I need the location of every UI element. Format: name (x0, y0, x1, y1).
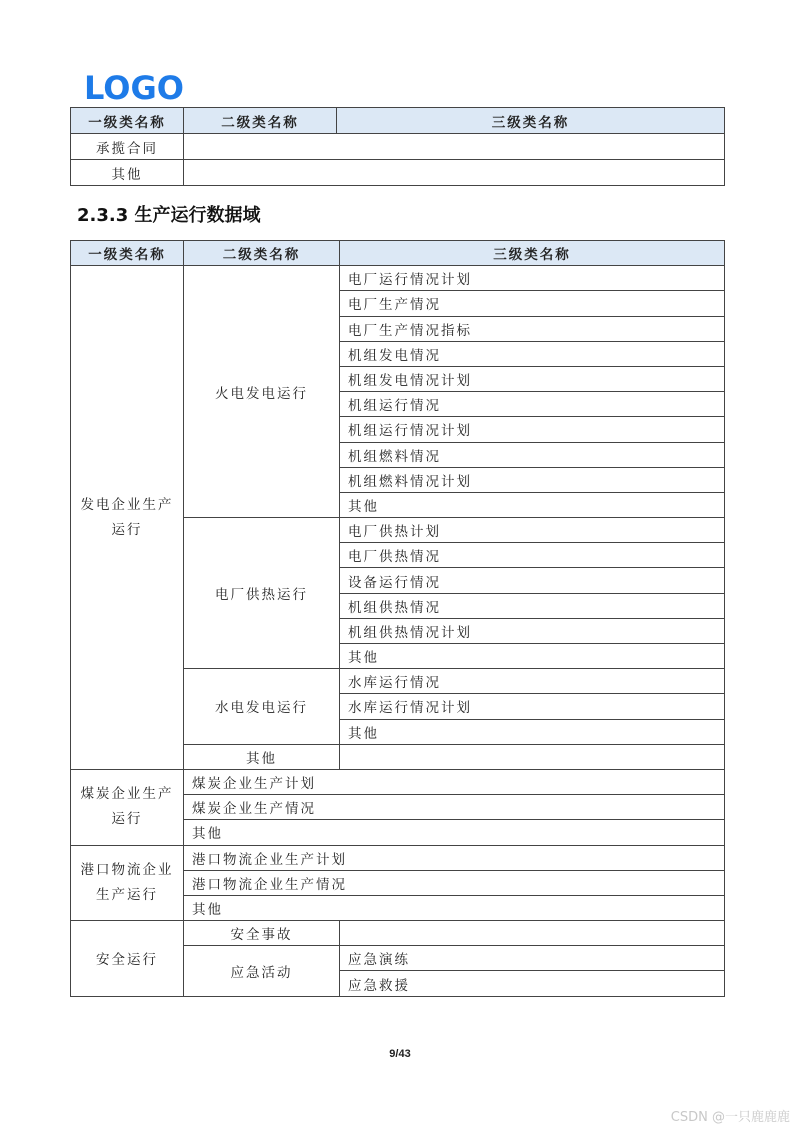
level2-cell: 其他 (184, 895, 725, 920)
table-row (71, 845, 725, 870)
level2-cell: 其他 (184, 820, 725, 845)
level3-cell: 机组发电情况计划 (340, 366, 725, 391)
level3-cell: 设备运行情况 (340, 568, 725, 593)
table-production-operation (70, 240, 725, 997)
level3-cell: 应急救援 (340, 971, 725, 996)
table-row (71, 266, 725, 291)
level2-cell: 煤炭企业生产计划 (184, 769, 725, 794)
level3-cell: 其他 (340, 719, 725, 744)
level2-cell: 煤炭企业生产情况 (184, 795, 725, 820)
level3-cell: 其他 (340, 644, 725, 669)
page-number: 9/43 (389, 1048, 411, 1060)
level2-cell: 港口物流企业生产计划 (184, 845, 725, 870)
level3-cell: 机组运行情况计划 (340, 417, 725, 442)
table-row (71, 160, 725, 186)
logo-text: LOGO (84, 70, 184, 104)
level3-cell: 电厂供热情况 (340, 543, 725, 568)
level3-cell: 机组燃料情况计划 (340, 467, 725, 492)
empty-cell (184, 160, 725, 186)
header-level3: 三级类名称 (340, 241, 725, 266)
header-level1: 一级类名称 (71, 241, 184, 266)
level3-cell: 水库运行情况计划 (340, 694, 725, 719)
level3-cell: 机组运行情况 (340, 392, 725, 417)
level2-cell-accident: 安全事故 (184, 921, 340, 946)
empty-cell (340, 744, 725, 769)
level2-cell-hydro: 水电发电运行 (184, 669, 340, 745)
header-level2: 二级类名称 (184, 241, 340, 266)
level3-cell: 水库运行情况 (340, 669, 725, 694)
level3-cell: 电厂供热计划 (340, 518, 725, 543)
level1-cell: 承揽合同 (71, 134, 184, 160)
empty-cell (184, 134, 725, 160)
empty-cell (340, 921, 725, 946)
watermark: CSDN @一只鹿鹿鹿 (670, 1110, 790, 1125)
header-level1: 一级类名称 (71, 108, 184, 134)
table-row (71, 769, 725, 794)
level1-cell-safety: 安全运行 (71, 921, 184, 997)
table-continued (70, 107, 725, 186)
level3-cell: 应急演练 (340, 946, 725, 971)
level3-cell: 其他 (340, 492, 725, 517)
level1-cell: 其他 (71, 160, 184, 186)
level3-cell: 机组燃料情况 (340, 442, 725, 467)
level3-cell: 机组供热情况计划 (340, 618, 725, 643)
level2-cell-thermal: 火电发电运行 (184, 266, 340, 518)
level3-cell: 电厂生产情况 (340, 291, 725, 316)
header-level2: 二级类名称 (184, 108, 337, 134)
level1-cell-port: 港口物流企业生产运行 (71, 845, 184, 921)
level3-cell: 电厂生产情况指标 (340, 316, 725, 341)
section-title: 2.3.3 生产运行数据域 (77, 205, 261, 226)
level2-cell-other: 其他 (184, 744, 340, 769)
logo (84, 70, 186, 104)
level3-cell: 机组供热情况 (340, 593, 725, 618)
level2-cell: 港口物流企业生产情况 (184, 870, 725, 895)
header-level3: 三级类名称 (337, 108, 725, 134)
level3-cell: 机组发电情况 (340, 341, 725, 366)
level1-cell-coal: 煤炭企业生产运行 (71, 769, 184, 845)
table-row (71, 134, 725, 160)
level2-cell-emergency: 应急活动 (184, 946, 340, 996)
level2-cell-heating: 电厂供热运行 (184, 518, 340, 669)
table-header-row (71, 241, 725, 266)
level1-cell-power: 发电企业生产运行 (71, 266, 184, 770)
table-header-row (71, 108, 725, 134)
table-row (71, 921, 725, 946)
level3-cell: 电厂运行情况计划 (340, 266, 725, 291)
